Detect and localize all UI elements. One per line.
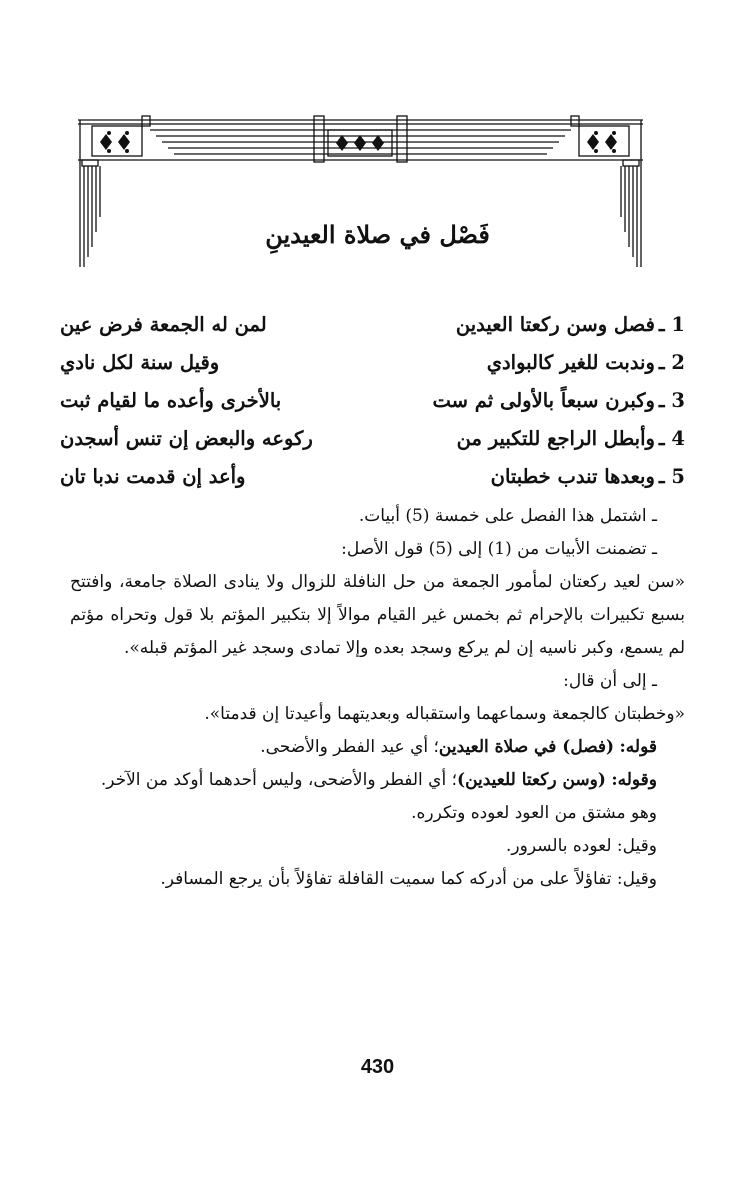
verse-first-text: وأبطل الراجع للتكبير من <box>456 426 655 450</box>
verse-first-hemistich <box>457 427 685 450</box>
verse-first-text: فصل وسن ركعتا العيدين <box>455 312 655 336</box>
term-explanation: ؛ أي عيد الفطر والأضحى. <box>260 737 439 757</box>
verse-row <box>60 419 685 457</box>
verse-first-hemistich <box>487 351 685 374</box>
term-quote: (فصل) في صلاة العيدين <box>438 737 615 757</box>
verse-number: 4 ـ <box>658 426 685 450</box>
term-quote: (وسن ركعتا للعيدين) <box>457 770 606 790</box>
poem-verses <box>60 305 685 495</box>
chapter-title: فَصْل في صلاة العيدينِ <box>265 220 490 249</box>
verse-row <box>60 381 685 419</box>
verse-number: 3 ـ <box>658 388 685 412</box>
verse-first-hemistich <box>433 389 685 412</box>
verse-number: 1 ـ <box>658 312 685 336</box>
verse-row <box>60 343 685 381</box>
paragraph: ـ تضمنت الأبيات من (1) إلى (5) قول الأصل: <box>341 539 657 559</box>
quoted-paragraph: «سن لعيد ركعتان لمأمور الجمعة من حل النافلة للزوال ولا ينادى الصلاة جامعة، وافتتح بسبع تكبيرات بالإحرام ثم بخمس غير القيام موالاً إلا بتكبير المؤتم بلا قول وتحراه مؤتم لم يسمع، وكبر ناسيه إن لم يركع وسجد بعده وإلا تمادى وسجد غير المؤتم قبله». <box>70 572 685 658</box>
term-label: قوله: <box>619 737 657 757</box>
commentary-text <box>70 500 685 896</box>
verse-second-hemistich: وقيل سنة لكل نادي <box>60 350 220 374</box>
page-number: 430 <box>360 1056 395 1078</box>
verse-first-text: وكبرن سبعاً بالأولى ثم ست <box>432 388 655 412</box>
verse-second-hemistich: ركوعه والبعض إن تنس أسجدن <box>60 426 313 450</box>
verse-first-hemistich <box>491 465 685 488</box>
term-label: وقوله: <box>611 770 657 790</box>
paragraph <box>70 731 685 764</box>
verse-first-hemistich <box>456 313 685 336</box>
paragraph: وقيل: لعوده بالسرور. <box>506 836 657 856</box>
term-explanation: ؛ أي الفطر والأضحى، وليس أحدهما أوكد من الآخر. <box>100 770 458 790</box>
verse-number: 2 ـ <box>658 350 685 374</box>
verse-first-text: وبعدها تندب خطبتان <box>490 464 655 488</box>
paragraph: ـ اشتمل هذا الفصل على خمسة (5) أبيات. <box>358 506 657 526</box>
verse-row <box>60 457 685 495</box>
paragraph: وقيل: تفاؤلاً على من أدركه كما سميت القافلة تفاؤلاً بأن يرجع المسافر. <box>160 869 657 889</box>
verse-second-hemistich: بالأخرى وأعده ما لقيام ثبت <box>60 388 282 412</box>
paragraph <box>70 764 685 797</box>
verse-row <box>60 305 685 343</box>
verse-second-hemistich: وأعد إن قدمت ندبا تان <box>60 464 246 488</box>
quoted-paragraph: «وخطبتان كالجمعة وسماعهما واستقباله وبعديتهما وأعيدتا إن قدمتا». <box>204 704 685 724</box>
paragraph: ـ إلى أن قال: <box>563 671 657 691</box>
verse-second-hemistich: لمن له الجمعة فرض عين <box>60 312 267 336</box>
paragraph: وهو مشتق من العود لعوده وتكرره. <box>411 803 657 823</box>
verse-number: 5 ـ <box>658 464 685 488</box>
verse-first-text: وندبت للغير كالبوادي <box>486 350 655 374</box>
